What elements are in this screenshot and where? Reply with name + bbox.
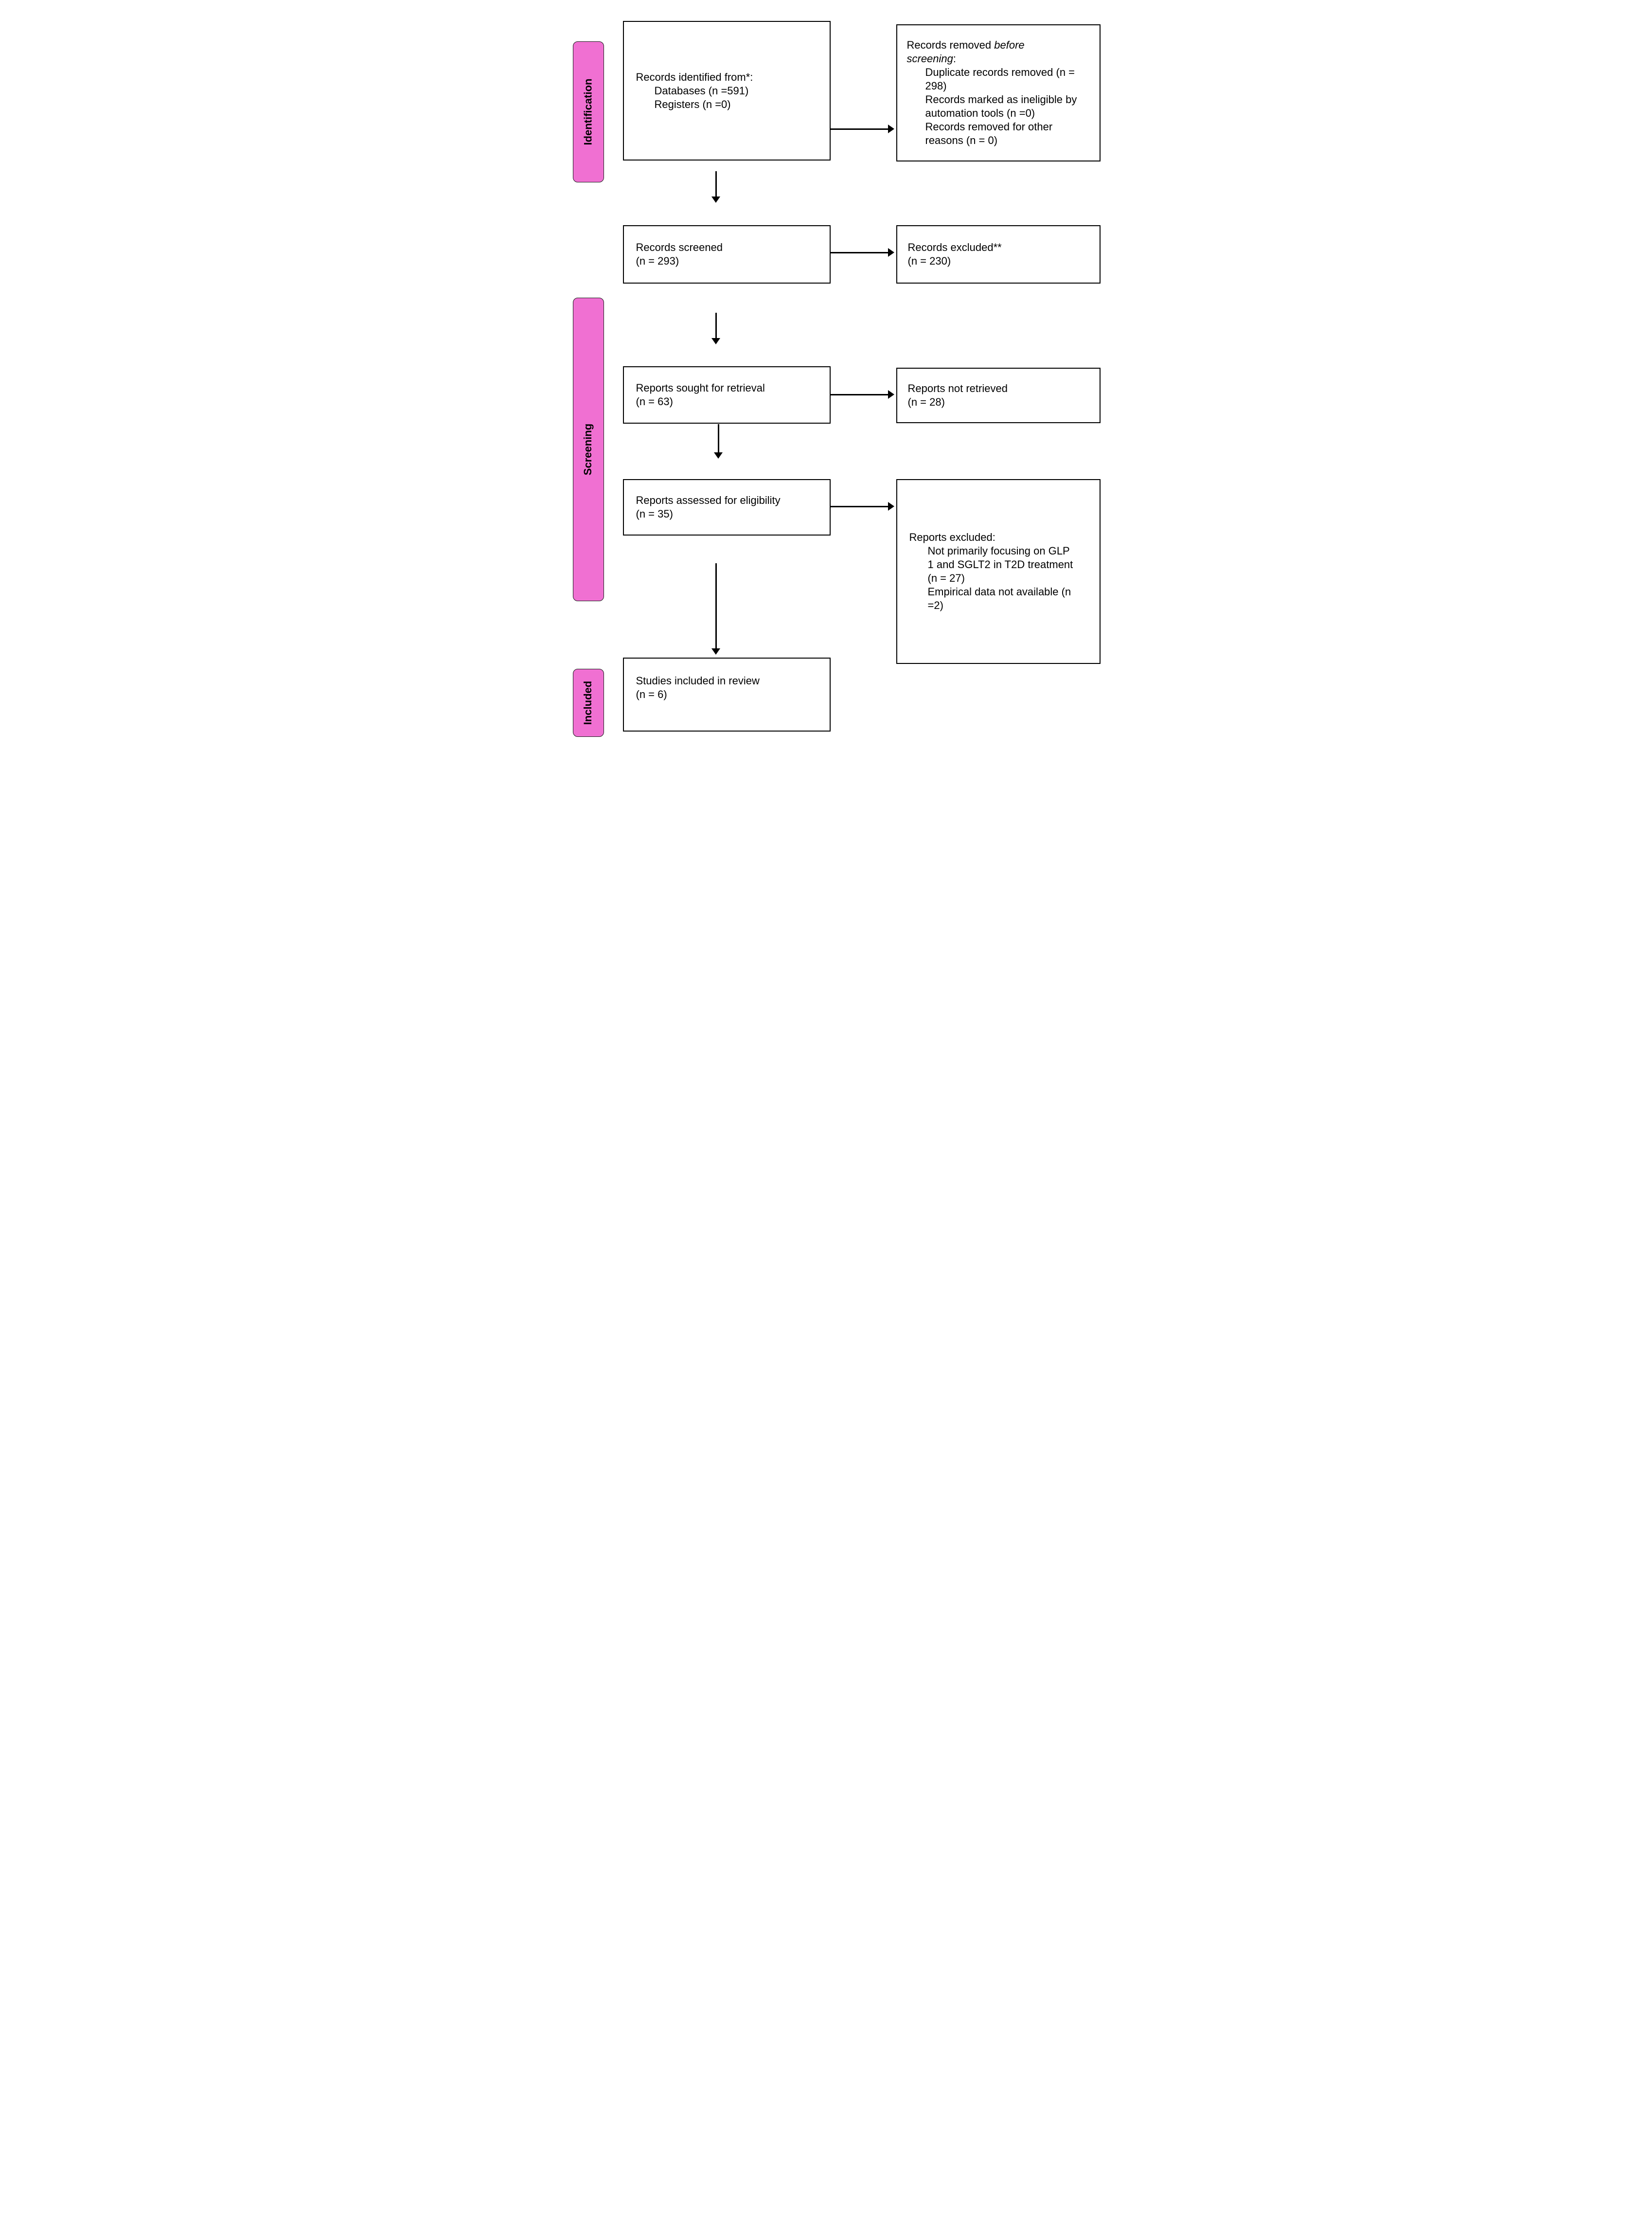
records-identified-registers: Registers (n =0) [654, 98, 731, 110]
reports-excluded-title: Reports excluded: [909, 531, 995, 543]
records-removed-other: Records removed for other reasons (n = 0) [925, 121, 1053, 146]
box-reports-not-retrieved [896, 368, 1101, 423]
studies-included-count: (n = 6) [636, 688, 667, 700]
box-records-screened [623, 225, 831, 284]
box-records-excluded [896, 225, 1101, 284]
arrow-screened-to-excluded [831, 252, 888, 253]
box-records-removed-before-screening [896, 24, 1101, 161]
records-excluded-line1: Records excluded** [907, 241, 1002, 253]
arrow-assessed-to-included [715, 563, 717, 648]
stage-label-included-text: Included [582, 680, 594, 725]
box-reports-excluded [896, 479, 1101, 664]
stage-label-screening [573, 298, 604, 601]
records-identified-databases: Databases (n =591) [654, 84, 749, 97]
records-removed-title [907, 38, 1067, 66]
records-screened-line1: Records screened [636, 241, 723, 253]
arrow-sought-to-assessed [718, 424, 719, 452]
box-records-identified [623, 21, 831, 161]
reports-not-retrieved-count: (n = 28) [907, 396, 945, 408]
stage-label-identification [573, 41, 604, 182]
studies-included-line1: Studies included in review [636, 675, 760, 687]
records-identified-title: Records identified from*: [636, 71, 753, 83]
records-screened-count: (n = 293) [636, 255, 679, 267]
records-excluded-count: (n = 230) [907, 255, 951, 267]
reports-not-retrieved-line1: Reports not retrieved [907, 382, 1008, 394]
box-reports-sought [623, 366, 831, 424]
stage-label-screening-text: Screening [582, 423, 594, 476]
arrow-assessed-to-reports-excluded [831, 506, 888, 507]
arrow-identified-to-screened [715, 171, 717, 197]
reports-assessed-line1: Reports assessed for eligibility [636, 494, 781, 506]
arrow-screened-to-sought [715, 313, 717, 338]
box-studies-included [623, 658, 831, 732]
records-removed-duplicates: Duplicate records removed (n = 298) [925, 66, 1075, 92]
records-removed-title-italic: before screening [906, 39, 1025, 65]
prisma-flow-diagram [551, 0, 1101, 739]
records-removed-ineligible: Records marked as ineligible by automation tools (n =0) [925, 93, 1077, 119]
reports-sought-line1: Reports sought for retrieval [636, 382, 765, 394]
stage-label-included [573, 669, 604, 737]
arrow-identified-to-removed [831, 128, 888, 130]
reports-sought-count: (n = 63) [636, 395, 673, 408]
records-removed-title-suffix: : [953, 53, 957, 65]
reports-excluded-reason-empirical: Empirical data not available (n =2) [927, 586, 1071, 611]
arrow-sought-to-not-retrieved [831, 394, 888, 395]
reports-excluded-reason-focus: Not primarily focusing on GLP 1 and SGLT2 in T2D treatment (n = 27) [927, 545, 1073, 584]
stage-label-identification-text: Identification [582, 78, 594, 145]
box-reports-assessed [623, 479, 831, 536]
records-removed-title-prefix: Records removed [906, 39, 995, 51]
reports-assessed-count: (n = 35) [636, 508, 673, 520]
